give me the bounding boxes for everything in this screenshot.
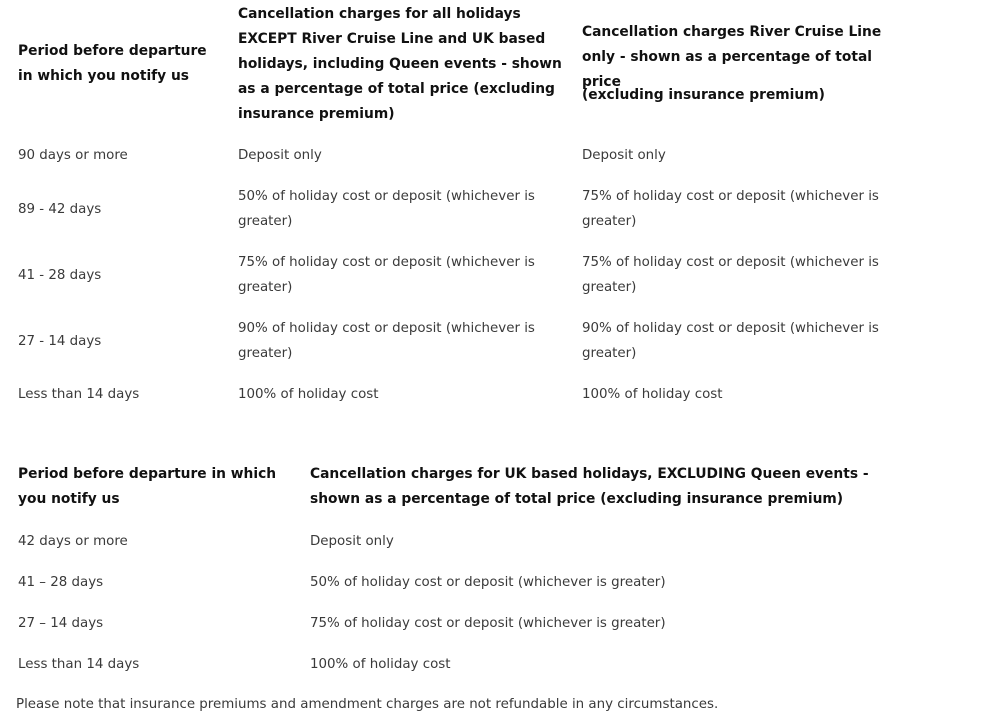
table1-row1-river: Deposit only: [582, 148, 666, 163]
table2-row1-period: 42 days or more: [18, 534, 128, 549]
table1-row1-period: 90 days or more: [18, 148, 128, 163]
table2-header-period: Period before departure in which you notify us: [18, 466, 277, 507]
table2-row3-period: 27 – 14 days: [18, 616, 104, 631]
table1-row2-all: 50% of holiday cost or deposit (whichever is greater): [238, 189, 535, 229]
table1-row2-river: 75% of holiday cost or deposit (whichever is greater): [582, 189, 879, 229]
table1-row3-river: 75% of holiday cost or deposit (whichever is greater): [582, 255, 879, 295]
table1-row5-period: Less than 14 days: [18, 387, 140, 402]
table2-row1-uk: Deposit only: [310, 534, 394, 549]
table2-row3-uk: 75% of holiday cost or deposit (whichever is greater): [310, 616, 666, 631]
table1-header-all-holidays: Cancellation charges for all holidays EXCEPT River Cruise Line and UK based holidays, including Queen events - shown as a percentage of total price (excluding insurance premium): [238, 6, 562, 122]
table1-row2-period: 89 - 42 days: [18, 202, 102, 217]
table2-row2-uk: 50% of holiday cost or deposit (whichever is greater): [310, 575, 666, 590]
table1-header-period: Period before departure in which you notify us: [18, 43, 207, 84]
table1-row3-all: 75% of holiday cost or deposit (whichever is greater): [238, 255, 535, 295]
table1-header-river-cruise: Cancellation charges River Cruise Line only - shown as a percentage of total price: [582, 24, 882, 90]
refund-footnote: Please note that insurance premiums and amendment charges are not refundable in any circumstances.: [16, 697, 719, 712]
table2-row2-period: 41 – 28 days: [18, 575, 104, 590]
table1-row5-river: 100% of holiday cost: [582, 387, 723, 402]
table1-row4-river: 90% of holiday cost or deposit (whichever is greater): [582, 321, 879, 361]
table1-row1-all: Deposit only: [238, 148, 322, 163]
table2-row4-period: Less than 14 days: [18, 657, 140, 672]
table2-row4-uk: 100% of holiday cost: [310, 657, 451, 672]
table2-header-uk-holidays: Cancellation charges for UK based holidays, EXCLUDING Queen events - shown as a percentage of total price (excluding insurance premium): [310, 466, 869, 507]
table1-header-river-cruise-note: (excluding insurance premium): [582, 87, 825, 103]
table1-row4-period: 27 - 14 days: [18, 334, 102, 349]
table1-row5-all: 100% of holiday cost: [238, 387, 379, 402]
table1-row3-period: 41 - 28 days: [18, 268, 102, 283]
table1-row4-all: 90% of holiday cost or deposit (whichever is greater): [238, 321, 535, 361]
